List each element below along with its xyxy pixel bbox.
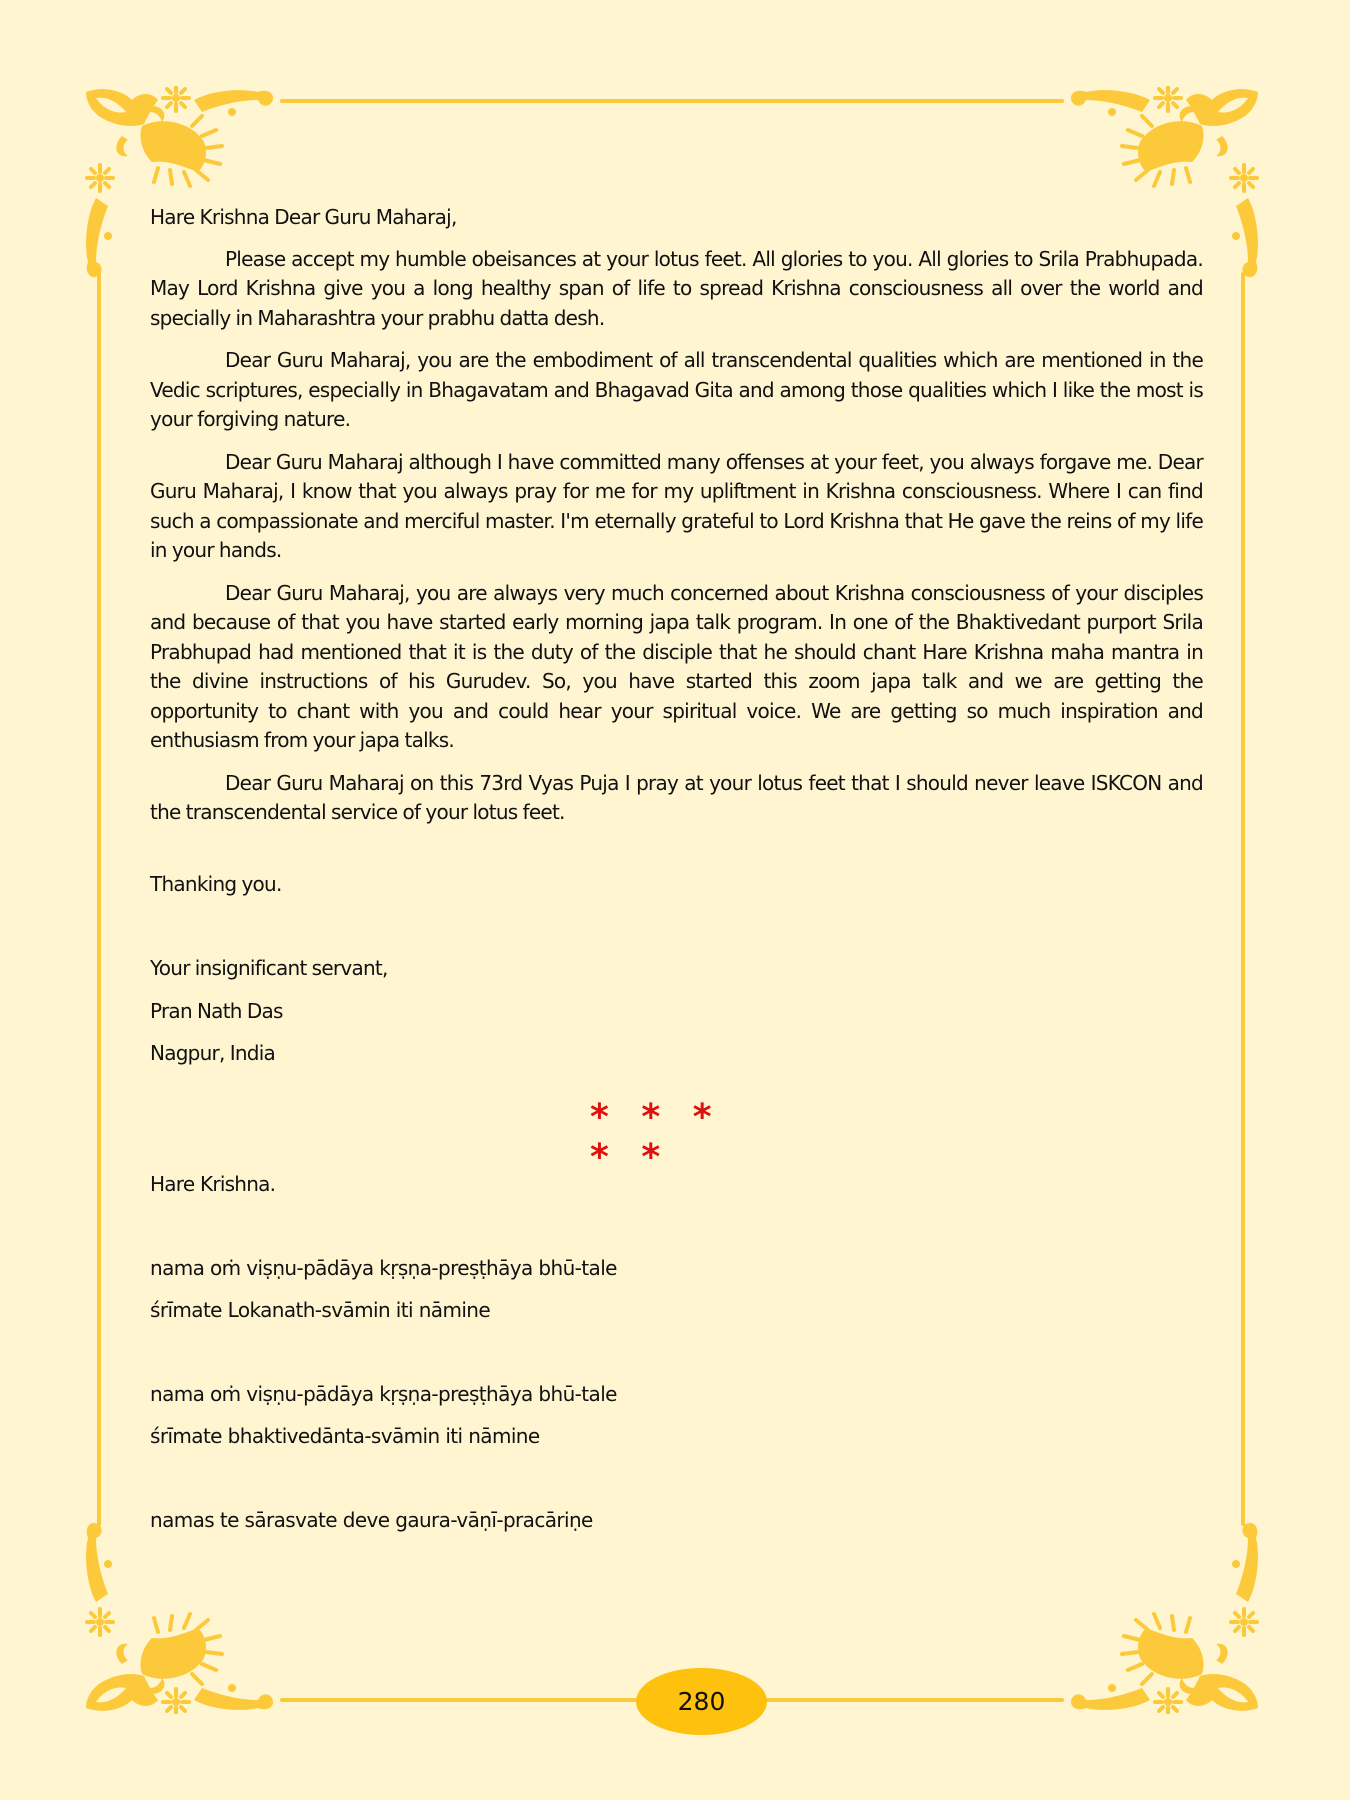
- letter-salutation: Hare Krishna Dear Guru Maharaj,: [150, 205, 457, 229]
- letter-paragraph: Dear Guru Maharaj on this 73rd Vyas Puja I pray at your lotus feet that I should never leave ISKCON and the transcendental service of your lotus feet.: [150, 770, 1203, 824]
- frame-top-border: [280, 99, 1064, 103]
- verse-line: śrīmate Lokanath-svāmin iti nāmine: [150, 1298, 491, 1322]
- frame-right-border: [1241, 272, 1245, 1526]
- verse-line: śrīmate bhaktivedānta-svāmin iti nāmine: [150, 1424, 540, 1448]
- frame-left-border: [97, 272, 101, 1526]
- verse-line: nama oṁ viṣṇu-pādāya kṛṣṇa-preṣṭhāya bhū-tale: [150, 1382, 617, 1406]
- letter-body: [150, 203, 1203, 1069]
- author-location: Nagpur, India: [150, 1041, 276, 1065]
- letter-closing: Thanking you.: [150, 871, 282, 896]
- next-letter-salutation: Hare Krishna.: [150, 1172, 276, 1196]
- letter-paragraph: Dear Guru Maharaj, you are always very much concerned about Krishna consciousness of your disciples and because of that you have started early morning japa talk program. In one of the Bhaktivedant purport Srila Prabhupad had mentioned that it is the duty of the disciple that he should chant Hare Krishna maha mantra in the divine instructions of his Gurudev. So, you have started this zoom japa talk and we are getting the opportunity to chant with you and could hear your spiritual voice. We are getting so much inspiration and enthusiasm from your japa talks.: [150, 580, 1203, 752]
- verse-line: namas te sārasvate deve gaura-vāṇī-pracāriṇe: [150, 1508, 593, 1532]
- signature-intro: Your insignificant servant,: [150, 956, 388, 980]
- author-name: Pran Nath Das: [150, 998, 283, 1023]
- corner-ornament-bottom-right-icon: [1062, 1514, 1262, 1714]
- letter-paragraph: Please accept my humble obeisances at your lotus feet. All glories to you. All glories to Srila Prabhupada. May Lord Krishna give you a long healthy span of life to spread Krishna consciousness all over the world and specially in Maharashtra your prabhu datta desh.: [150, 246, 1203, 330]
- section-separator-asterisks: * * * * *: [590, 1097, 722, 1178]
- verse-line: nama oṁ viṣṇu-pādāya kṛṣṇa-preṣṭhāya bhū-tale: [150, 1256, 617, 1280]
- page-number-badge: [636, 1668, 767, 1735]
- page-number: 280: [677, 1687, 726, 1716]
- corner-ornament-bottom-left-icon: [82, 1514, 282, 1714]
- letter-paragraph: Dear Guru Maharaj, you are the embodiment of all transcendental qualities which are mentioned in the Vedic scriptures, especially in Bhagavatam and Bhagavad Gita and among those qualities which I like the most is your forgiving nature.: [150, 348, 1203, 431]
- letter-paragraph: Dear Guru Maharaj although I have committed many offenses at your feet, you always forgave me. Dear Guru Maharaj, I know that you always pray for me for my upliftment in Krishna consciousness. Where I can find such a compassionate and merciful master. I'm eternally grateful to Lord Krishna that He gave the reins of my life in your hands.: [150, 449, 1203, 562]
